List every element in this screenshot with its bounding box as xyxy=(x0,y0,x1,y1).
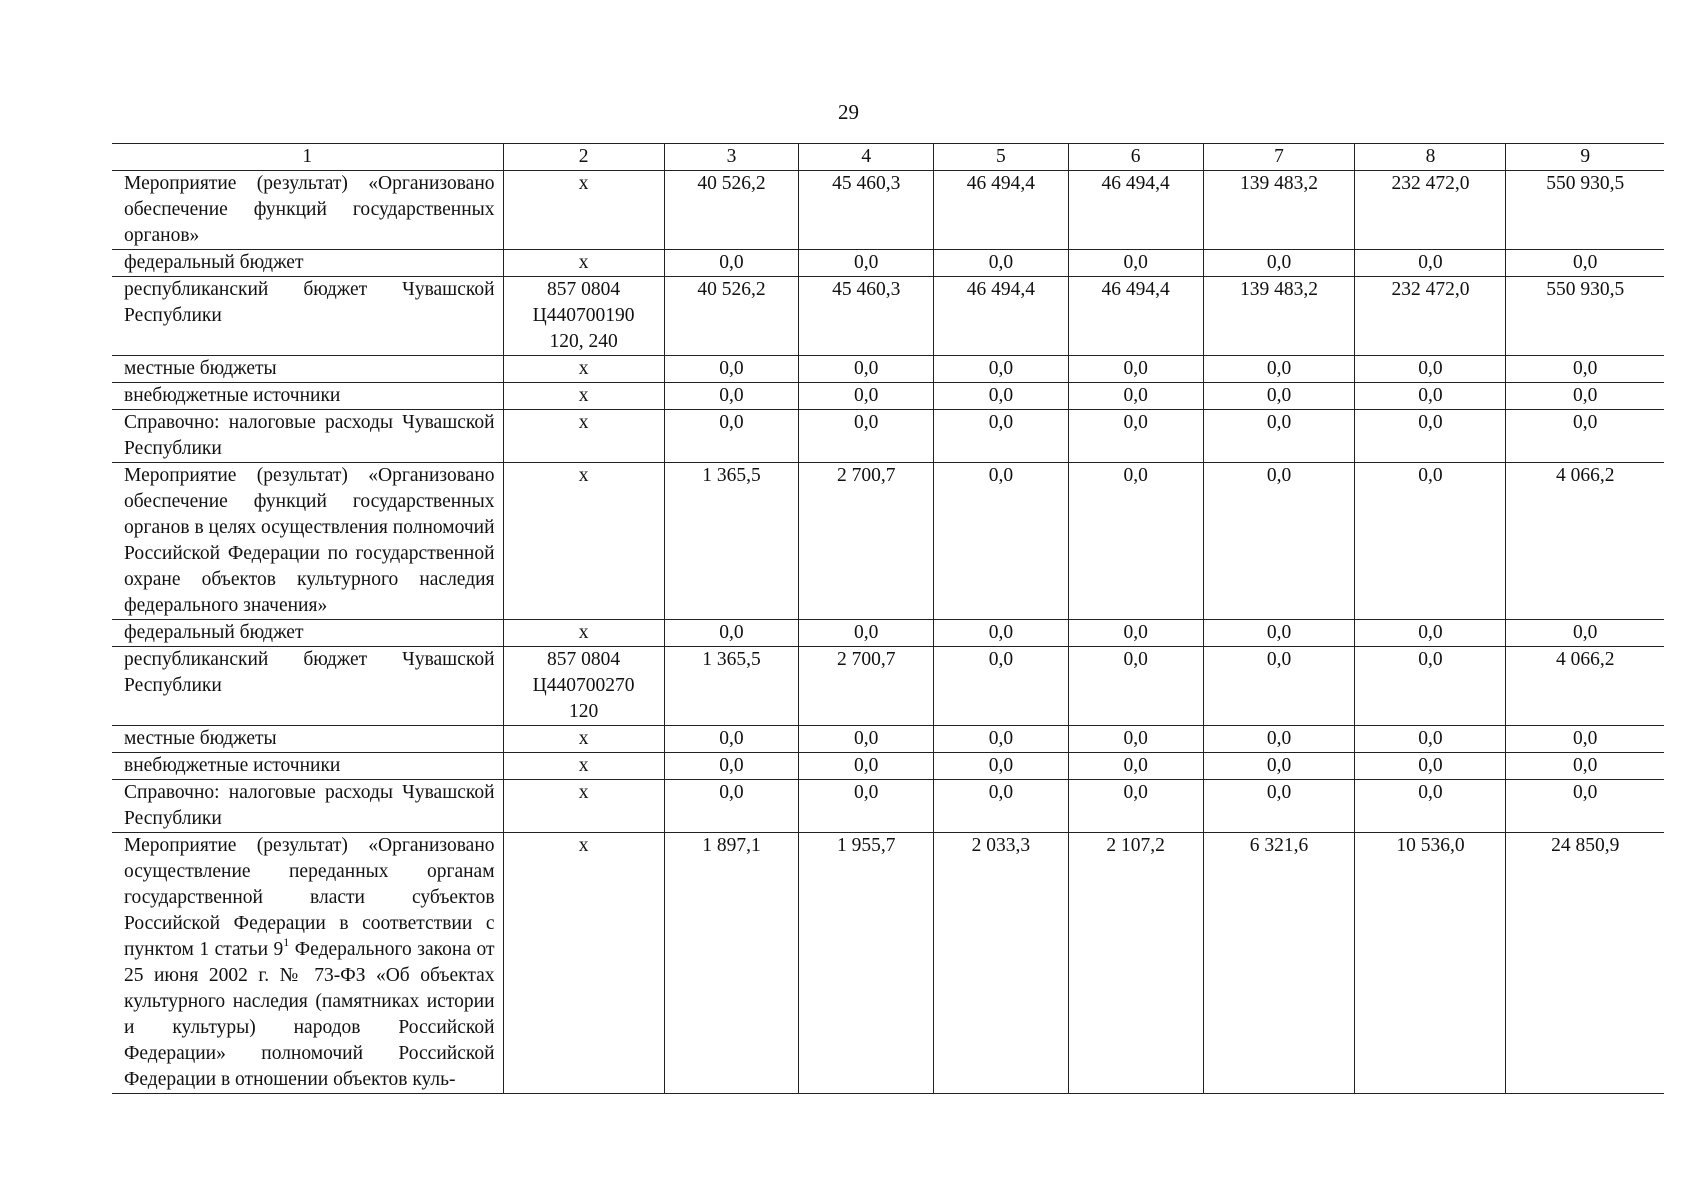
table-row xyxy=(112,726,1664,753)
amount-cell: 0,0 xyxy=(1355,250,1506,277)
row-description: внебюджетные источники xyxy=(112,753,503,780)
amount-cell: 0,0 xyxy=(1355,463,1506,620)
amount-cell: 139 483,2 xyxy=(1203,171,1355,250)
page-number: 29 xyxy=(838,100,859,124)
column-header: 4 xyxy=(799,144,934,171)
budget-code: х xyxy=(503,410,664,463)
budget-code: х xyxy=(503,753,664,780)
amount-cell: 0,0 xyxy=(1068,780,1203,833)
amount-cell: 0,0 xyxy=(1506,383,1664,410)
column-header: 7 xyxy=(1203,144,1355,171)
amount-cell: 40 526,2 xyxy=(664,171,799,250)
row-description: республиканский бюджет Чувашской Республики xyxy=(112,647,503,726)
amount-cell: 232 472,0 xyxy=(1355,171,1506,250)
table-row xyxy=(112,250,1664,277)
amount-cell: 0,0 xyxy=(1068,410,1203,463)
amount-cell: 0,0 xyxy=(1355,410,1506,463)
table-header-row xyxy=(112,144,1664,171)
amount-cell: 0,0 xyxy=(664,383,799,410)
amount-cell: 1 365,5 xyxy=(664,647,799,726)
amount-cell: 40 526,2 xyxy=(664,277,799,356)
amount-cell: 0,0 xyxy=(799,356,934,383)
amount-cell: 0,0 xyxy=(664,780,799,833)
table-row xyxy=(112,833,1664,1094)
budget-code: х xyxy=(503,171,664,250)
amount-cell: 1 365,5 xyxy=(664,463,799,620)
amount-cell: 0,0 xyxy=(1506,620,1664,647)
row-description: федеральный бюджет xyxy=(112,620,503,647)
amount-cell: 0,0 xyxy=(1355,356,1506,383)
table-row xyxy=(112,620,1664,647)
table-row xyxy=(112,356,1664,383)
amount-cell: 0,0 xyxy=(799,780,934,833)
budget-code: х xyxy=(503,356,664,383)
amount-cell: 0,0 xyxy=(1068,647,1203,726)
amount-cell: 0,0 xyxy=(664,753,799,780)
amount-cell: 4 066,2 xyxy=(1506,463,1664,620)
table-row xyxy=(112,753,1664,780)
budget-code: х xyxy=(503,833,664,1094)
amount-cell: 0,0 xyxy=(1203,647,1355,726)
amount-cell: 0,0 xyxy=(934,753,1069,780)
amount-cell: 0,0 xyxy=(934,356,1069,383)
row-description: Справочно: налоговые расходы Чувашской Республики xyxy=(112,410,503,463)
amount-cell: 0,0 xyxy=(1506,780,1664,833)
amount-cell: 0,0 xyxy=(799,410,934,463)
amount-cell: 2 700,7 xyxy=(799,463,934,620)
table-row xyxy=(112,383,1664,410)
row-description xyxy=(112,833,503,1094)
amount-cell: 1 955,7 xyxy=(799,833,934,1094)
amount-cell: 0,0 xyxy=(934,647,1069,726)
budget-code: х xyxy=(503,780,664,833)
amount-cell: 0,0 xyxy=(1355,780,1506,833)
amount-cell: 550 930,5 xyxy=(1506,171,1664,250)
amount-cell: 0,0 xyxy=(934,250,1069,277)
table-row xyxy=(112,410,1664,463)
amount-cell: 2 107,2 xyxy=(1068,833,1203,1094)
amount-cell: 232 472,0 xyxy=(1355,277,1506,356)
amount-cell: 0,0 xyxy=(664,620,799,647)
amount-cell: 0,0 xyxy=(934,620,1069,647)
amount-cell: 0,0 xyxy=(1506,410,1664,463)
amount-cell: 0,0 xyxy=(1203,780,1355,833)
amount-cell: 0,0 xyxy=(1068,726,1203,753)
budget-code-line: 857 0804 xyxy=(547,279,621,300)
amount-cell: 0,0 xyxy=(1355,620,1506,647)
amount-cell: 0,0 xyxy=(934,780,1069,833)
budget-code-line: Ц440700270 xyxy=(532,675,635,696)
budget-code xyxy=(503,647,664,726)
amount-cell: 0,0 xyxy=(934,410,1069,463)
budget-code-line: 120 xyxy=(568,701,599,722)
column-header: 9 xyxy=(1506,144,1664,171)
amount-cell: 10 536,0 xyxy=(1355,833,1506,1094)
amount-cell: 2 033,3 xyxy=(934,833,1069,1094)
amount-cell: 0,0 xyxy=(1506,726,1664,753)
column-header: 8 xyxy=(1355,144,1506,171)
row-description: внебюджетные источники xyxy=(112,383,503,410)
amount-cell: 46 494,4 xyxy=(1068,277,1203,356)
amount-cell: 0,0 xyxy=(1203,356,1355,383)
amount-cell: 0,0 xyxy=(1068,250,1203,277)
amount-cell: 0,0 xyxy=(1068,383,1203,410)
budget-code-line: 857 0804 xyxy=(547,649,621,670)
amount-cell: 0,0 xyxy=(934,383,1069,410)
amount-cell: 0,0 xyxy=(1203,753,1355,780)
amount-cell: 1 897,1 xyxy=(664,833,799,1094)
amount-cell: 0,0 xyxy=(799,383,934,410)
amount-cell: 45 460,3 xyxy=(799,171,934,250)
amount-cell: 0,0 xyxy=(1355,647,1506,726)
amount-cell: 0,0 xyxy=(799,250,934,277)
amount-cell: 0,0 xyxy=(664,250,799,277)
amount-cell: 46 494,4 xyxy=(934,171,1069,250)
amount-cell: 0,0 xyxy=(799,753,934,780)
table-row xyxy=(112,463,1664,620)
amount-cell: 0,0 xyxy=(799,620,934,647)
table-row xyxy=(112,277,1664,356)
column-header: 2 xyxy=(503,144,664,171)
amount-cell: 0,0 xyxy=(1068,620,1203,647)
budget-code: х xyxy=(503,620,664,647)
budget-code-line: Ц440700190 xyxy=(532,305,635,326)
amount-cell: 0,0 xyxy=(1203,620,1355,647)
row-description: местные бюджеты xyxy=(112,356,503,383)
budget-table xyxy=(112,143,1664,1094)
amount-cell: 46 494,4 xyxy=(1068,171,1203,250)
amount-cell: 0,0 xyxy=(1355,383,1506,410)
column-header: 5 xyxy=(934,144,1069,171)
amount-cell: 4 066,2 xyxy=(1506,647,1664,726)
table-row xyxy=(112,647,1664,726)
amount-cell: 46 494,4 xyxy=(934,277,1069,356)
budget-code: х xyxy=(503,463,664,620)
amount-cell: 0,0 xyxy=(799,726,934,753)
amount-cell: 0,0 xyxy=(1355,753,1506,780)
amount-cell: 0,0 xyxy=(1068,753,1203,780)
amount-cell: 550 930,5 xyxy=(1506,277,1664,356)
amount-cell: 0,0 xyxy=(664,410,799,463)
row-description: Справочно: налоговые расходы Чувашской Республики xyxy=(112,780,503,833)
budget-code: х xyxy=(503,383,664,410)
amount-cell: 0,0 xyxy=(1068,356,1203,383)
amount-cell: 0,0 xyxy=(934,463,1069,620)
table-row xyxy=(112,780,1664,833)
column-header: 1 xyxy=(112,144,503,171)
amount-cell: 0,0 xyxy=(1506,250,1664,277)
amount-cell: 139 483,2 xyxy=(1203,277,1355,356)
description-part: Мероприятие (результат) «Организовано осуществление переданных органам государственной власти субъектов Российской Федерации в соответствии с пунктом 1 статьи 9 xyxy=(124,835,495,960)
amount-cell: 0,0 xyxy=(1506,753,1664,780)
amount-cell: 0,0 xyxy=(1068,463,1203,620)
description-part: Федерального закона от 25 июня 2002 г. № 73-ФЗ «Об объектах культурного наследия (памятниках истории и культуры) народов Российской Федерации» полномочий Российской Федерации в отношении объектов куль- xyxy=(124,939,495,1090)
amount-cell: 2 700,7 xyxy=(799,647,934,726)
amount-cell: 45 460,3 xyxy=(799,277,934,356)
row-description: республиканский бюджет Чувашской Республики xyxy=(112,277,503,356)
budget-code-line: 120, 240 xyxy=(549,331,618,352)
budget-code: х xyxy=(503,726,664,753)
amount-cell: 0,0 xyxy=(1203,410,1355,463)
footnote-superscript: 1 xyxy=(283,935,290,949)
column-header: 3 xyxy=(664,144,799,171)
amount-cell: 0,0 xyxy=(1203,250,1355,277)
table-row xyxy=(112,171,1664,250)
budget-code xyxy=(503,277,664,356)
amount-cell: 6 321,6 xyxy=(1203,833,1355,1094)
row-description: местные бюджеты xyxy=(112,726,503,753)
amount-cell: 0,0 xyxy=(1506,356,1664,383)
budget-code: х xyxy=(503,250,664,277)
amount-cell: 0,0 xyxy=(1203,726,1355,753)
amount-cell: 0,0 xyxy=(664,726,799,753)
row-description: Мероприятие (результат) «Организовано обеспечение функций государственных органов» xyxy=(112,171,503,250)
amount-cell: 24 850,9 xyxy=(1506,833,1664,1094)
column-header: 6 xyxy=(1068,144,1203,171)
amount-cell: 0,0 xyxy=(1203,463,1355,620)
amount-cell: 0,0 xyxy=(664,356,799,383)
row-description: Мероприятие (результат) «Организовано обеспечение функций государственных органов в целях осуществления полномочий Российской Федерации по государственной охране объектов культурного наследия федерального значения» xyxy=(112,463,503,620)
amount-cell: 0,0 xyxy=(934,726,1069,753)
amount-cell: 0,0 xyxy=(1203,383,1355,410)
row-description: федеральный бюджет xyxy=(112,250,503,277)
amount-cell: 0,0 xyxy=(1355,726,1506,753)
